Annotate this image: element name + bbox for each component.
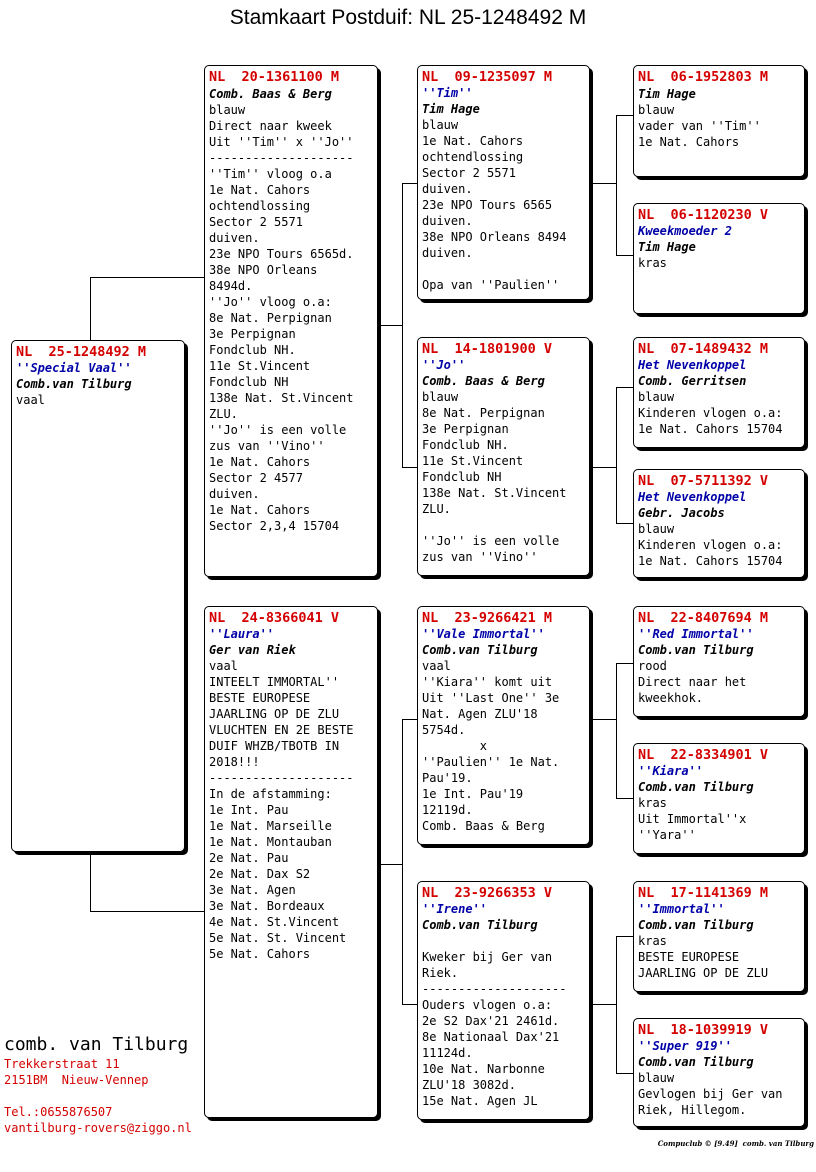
pigeon-card-mff[interactable] (633, 606, 805, 717)
pigeon-card-fmf[interactable] (633, 337, 805, 448)
connector-line (616, 798, 633, 799)
pigeon-card-father[interactable] (204, 65, 378, 577)
pigeon-details: Kweker bij Ger van Riek. -------------------- Ouders vlogen o.a: 2e S2 Dax'21 2461d. 8e Nationaal Dax'21 11124d. 10e Nat. Narbonne ZLU'18 3082d. 15e Nat. Agen JL (422, 950, 567, 1108)
pigeon-card-maternal-grandmother[interactable] (417, 881, 590, 1120)
pigeon-details: blauw Kinderen vlogen o.a: 1e Nat. Cahors 15704 (638, 390, 783, 436)
pigeon-name: ''Super 919'' (638, 1039, 732, 1053)
connector-line (616, 387, 617, 524)
pigeon-details: blauw 1e Nat. Cahors ochtendlossing Sector 2 5571 duiven. 23e NPO Tours 6565 duiven. 38e NPO Orleans 8494 duiven. Opa van ''Paulien'' (422, 118, 567, 292)
connector-line (402, 719, 417, 720)
pigeon-name: ''Red Immortal'' (638, 627, 754, 641)
pigeon-card-mmf[interactable] (633, 881, 805, 992)
breeder-city: 2151BM Nieuw-Vennep (4, 1073, 149, 1087)
connector-line (90, 851, 91, 912)
owner-name: Tim Hage (422, 102, 480, 116)
pigeon-card-paternal-grandfather[interactable] (417, 65, 590, 300)
pigeon-details: blauw Direct naar kweek Uit ''Tim'' x ''Jo'' -------------------- ''Tim'' vloog o.a 1e Nat. Cahors ochtendlossing Sector 2 5571 duiven. 23e NPO Tours 6565d. 38e NPO Orleans 8494d. ''Jo'' vloog o.a: 8e Nat. Perpignan 3e Perpignan Fondclub NH. 11e St.Vincent Fondclub NH 138e Nat. St.Vincent ZLU. ''Jo'' is een volle zus van ''Vino'' 1e Nat. Cahors Sector 2 4577 duiven. 1e Nat. Cahors Sector 2,3,4 15704 (209, 103, 354, 533)
pigeon-card-maternal-grandfather[interactable] (417, 606, 590, 845)
pigeon-details: kras (638, 256, 667, 270)
pigeon-card-subject[interactable] (11, 340, 185, 852)
owner-name: Comb. Baas & Berg (209, 87, 332, 101)
connector-line (402, 1004, 417, 1005)
owner-name: Comb.van Tilburg (422, 918, 538, 932)
breeder-name: comb. van Tilburg (4, 1034, 189, 1055)
footer-credit: Compuclub © [9.49] comb. van Tilburg (657, 1139, 814, 1148)
connector-line (402, 183, 417, 184)
pigeon-name: ''Jo'' (422, 358, 466, 372)
pigeon-details: blauw 8e Nat. Perpignan 3e Perpignan Fondclub NH. 11e St.Vincent Fondclub NH 138e Nat. St.Vincent ZLU. ''Jo'' is een volle zus van ''Vino'' (422, 390, 567, 564)
pigeon-name: ''Vale Immortal'' (422, 627, 545, 641)
pigeon-name: Kweekmoeder 2 (638, 224, 732, 238)
connector-line (402, 467, 417, 468)
pigeon-card-mfm[interactable] (633, 743, 805, 854)
owner-name: Comb.van Tilburg (638, 780, 754, 794)
pigeon-details: blauw Kinderen vlogen o.a: 1e Nat. Cahors 15704 (638, 522, 783, 568)
ring-number: NL 23-9266421 M (422, 610, 553, 626)
owner-name: Ger van Riek (209, 643, 296, 657)
breeder-phone: Tel.:0655876507 (4, 1105, 113, 1119)
ring-number: NL 06-1952803 M (638, 69, 769, 85)
ring-number: NL 23-9266353 V (422, 885, 553, 901)
pigeon-details: vaal INTEELT IMMORTAL'' BESTE EUROPESE JAARLING OP DE ZLU VLUCHTEN EN 2E BESTE DUIF WHZB/TBOTB IN 2018!!! -------------------- In de afstamming: 1e Int. Pau 1e Nat. Marseille 1e Nat. Montauban 2e Nat. Pau 2e Nat. Dax S2 3e Nat. Agen 3e Nat. Bordeaux 4e Nat. St.Vincent 5e Nat. St. Vincent 5e Nat. Cahors (209, 659, 354, 961)
pigeon-details: blauw vader van ''Tim'' 1e Nat. Cahors (638, 103, 761, 149)
ring-number: NL 25-1248492 M (16, 344, 147, 360)
owner-name: Gebr. Jacobs (638, 506, 725, 520)
pigeon-details: rood Direct naar het kweekhok. (638, 659, 747, 705)
pigeon-name: ''Tim'' (422, 86, 473, 100)
ring-number: NL 07-5711392 V (638, 473, 769, 489)
pigeon-details: vaal ''Kiara'' komt uit Uit ''Last One'' 3e Nat. Agen ZLU'18 5754d. x ''Paulien'' 1e Nat. Pau'19. 1e Int. Pau'19 12119d. Comb. Baas & Berg (422, 659, 560, 833)
connector-line (616, 663, 617, 799)
connector-line (90, 911, 204, 912)
pigeon-details: vaal (16, 393, 45, 407)
pigeon-name: Het Nevenkoppel (638, 490, 747, 504)
connector-line (378, 864, 402, 865)
connector-line (590, 719, 616, 720)
owner-name: Comb.van Tilburg (638, 643, 754, 657)
connector-line (616, 1073, 633, 1074)
owner-name: Comb.van Tilburg (16, 377, 132, 391)
pigeon-card-ffm[interactable] (633, 203, 805, 314)
connector-line (590, 1004, 616, 1005)
connector-line (616, 523, 633, 524)
ring-number: NL 14-1801900 V (422, 341, 553, 357)
owner-name: Tim Hage (638, 240, 696, 254)
pigeon-card-paternal-grandmother[interactable] (417, 337, 590, 576)
ring-number: NL 18-1039919 V (638, 1022, 769, 1038)
ring-number: NL 20-1361100 M (209, 69, 340, 85)
owner-name: Tim Hage (638, 87, 696, 101)
pigeon-details: kras Uit Immortal''x ''Yara'' (638, 796, 747, 842)
ring-number: NL 09-1235097 M (422, 69, 553, 85)
breeder-street: Trekkerstraat 11 (4, 1057, 120, 1071)
pigeon-details: kras BESTE EUROPESE JAARLING OP DE ZLU (638, 934, 769, 980)
owner-name: Comb.van Tilburg (422, 643, 538, 657)
owner-name: Comb. Gerritsen (638, 374, 747, 388)
connector-line (590, 467, 616, 468)
ring-number: NL 22-8334901 V (638, 747, 769, 763)
connector-line (590, 183, 616, 184)
breeder-spacer (4, 1088, 192, 1104)
owner-name: Comb.van Tilburg (638, 918, 754, 932)
ring-number: NL 06-1120230 V (638, 207, 769, 223)
connector-line (90, 277, 91, 340)
pigeon-details: blauw Gevlogen bij Ger van Riek, Hillegom. (638, 1071, 783, 1117)
pigeon-card-fmm[interactable] (633, 469, 805, 578)
connector-line (616, 663, 633, 664)
breeder-email[interactable]: vantilburg-rovers@ziggo.nl (4, 1121, 192, 1135)
connector-line (616, 936, 633, 937)
connector-line (90, 277, 204, 278)
pigeon-name: ''Irene'' (422, 902, 488, 916)
ring-number: NL 22-8407694 M (638, 610, 769, 626)
page-title: Stamkaart Postduif: NL 25-1248492 M (229, 6, 587, 29)
ring-number: NL 07-1489432 M (638, 341, 769, 357)
ring-number: NL 24-8366041 V (209, 610, 340, 626)
connector-line (616, 255, 633, 256)
owner-name: Comb.van Tilburg (638, 1055, 754, 1069)
connector-line (378, 325, 402, 326)
connector-line (402, 719, 403, 1005)
connector-line (616, 115, 617, 256)
pigeon-name: ''Immortal'' (638, 902, 725, 916)
pigeon-name: ''Laura'' (209, 627, 275, 641)
connector-line (402, 183, 403, 468)
connector-line (616, 936, 617, 1074)
connector-line (616, 387, 633, 388)
connector-line (616, 115, 633, 116)
pigeon-card-mmm[interactable] (633, 1018, 805, 1127)
pigeon-name: ''Kiara'' (638, 764, 704, 778)
pigeon-card-mother[interactable] (204, 606, 378, 1118)
breeder-info (4, 1034, 192, 1136)
ring-number: NL 17-1141369 M (638, 885, 769, 901)
pigeon-card-fff[interactable] (633, 65, 805, 177)
pigeon-name: Het Nevenkoppel (638, 358, 747, 372)
owner-name: Comb. Baas & Berg (422, 374, 545, 388)
pigeon-name: ''Special Vaal'' (16, 361, 132, 375)
